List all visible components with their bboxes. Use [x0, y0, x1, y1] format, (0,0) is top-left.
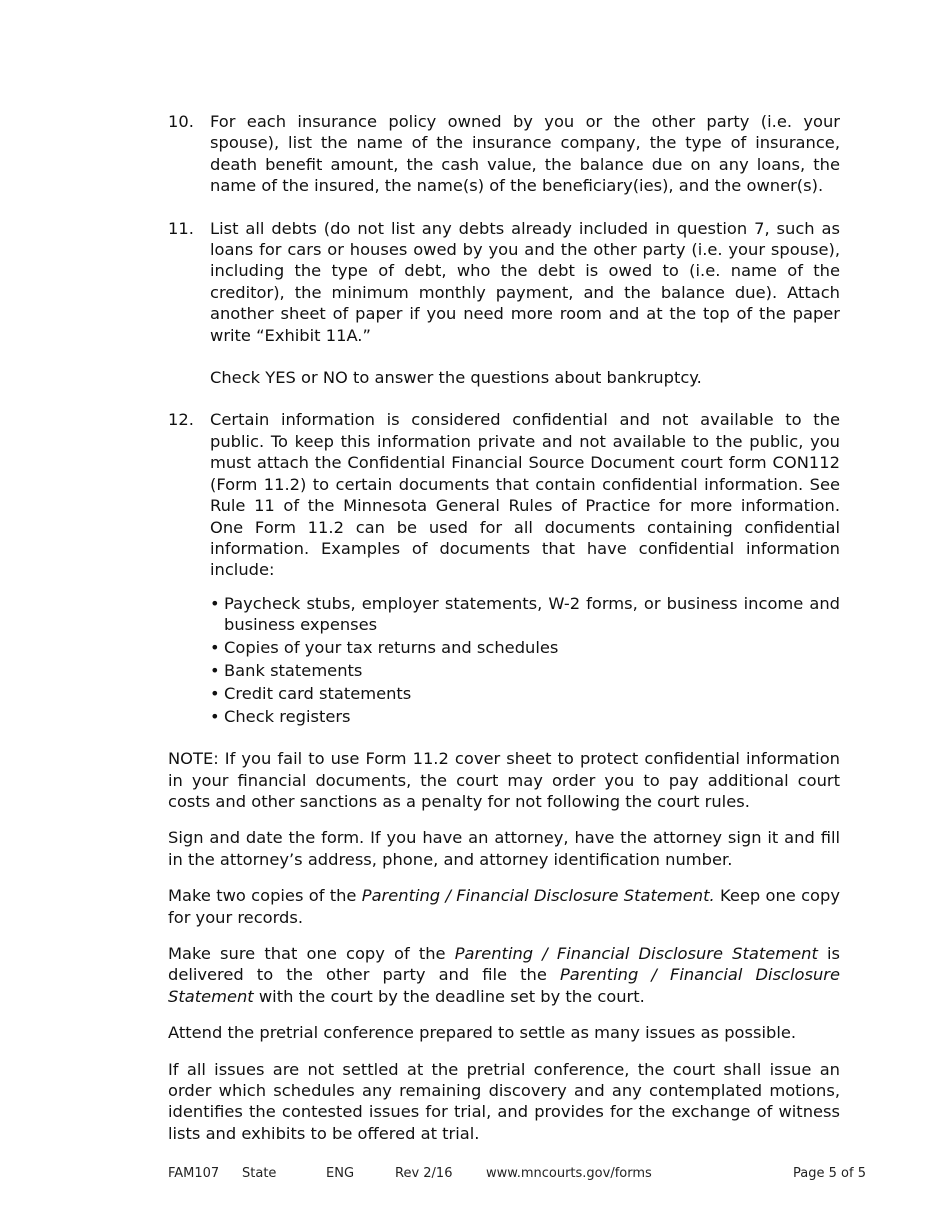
list-item: • Check registers [210, 706, 840, 727]
instruction-item-10 [168, 111, 840, 197]
form-state: State [242, 1166, 277, 1181]
delivery-instruction: Make sure that one copy of the Parenting / Financial Disclosure Statement is delivered to the other party and file the Parenting / Financial Disclosure Statement with the court by the deadline set by the court. [168, 944, 840, 1006]
list-item: • Credit card statements [210, 683, 840, 704]
form-language: ENG [326, 1166, 355, 1181]
page-number: Page 5 of 5 [793, 1166, 866, 1181]
sign-instruction: Sign and date the form. If you have an attorney, have the attorney sign it and fill in the attorney’s address, phone, and attorney identification number. [168, 828, 840, 869]
form-id: FAM107 [168, 1166, 220, 1181]
form-title: Parenting / Financial Disclosure Statement. [361, 886, 715, 906]
list-item: • Bank statements [210, 660, 840, 681]
copies-instruction: Make two copies of the Parenting / Financial Disclosure Statement. Keep one copy for your records. [168, 886, 840, 927]
item-text: Certain information is considered confidential and not available to the public. To keep this information private and not available to the public, you must attach the Confidential Financial Source Document court form CON112 (Form 11.2) to certain documents that contain confidential information. See Rule 11 of the Minnesota General Rules of Practice for more information. One Form 11.2 can be used for all documents containing confidential information. Examples of documents that have confidential information include: [210, 410, 840, 580]
attend-instruction: Attend the pretrial conference prepared to settle as many issues as possible. [168, 1023, 797, 1043]
forms-url: www.mncourts.gov/forms [486, 1166, 652, 1181]
instructions-body [168, 111, 840, 1159]
page-footer [0, 1166, 950, 1186]
item-number: 11. [168, 218, 194, 238]
confidential-documents-list [210, 593, 840, 727]
revision-date: Rev 2/16 [395, 1166, 453, 1181]
item-number: 12. [168, 410, 194, 430]
instruction-item-11 [168, 218, 840, 389]
item-text: List all debts (do not list any debts already included in question 7, such as loans for cars or houses owed by you and the other party (i.e. your spouse), including the type of debt, who the debt is owed to (i.e. name of the creditor), the minimum monthly payment, and the balance due). Attach another sheet of paper if you need more room and at the top of the paper write “Exhibit 11A.” [210, 218, 840, 345]
form-title: Parenting / Financial Disclosure Statement [454, 944, 818, 963]
pretrial-order-instruction: If all issues are not settled at the pretrial conference, the court shall issue an order which schedules any remaining discovery and any contemplated motions, identifies the contested issues for trial, and provides for the exchange of witness lists and exhibits to be offered at trial. [168, 1059, 840, 1143]
confidentiality-note: NOTE: If you fail to use Form 11.2 cover sheet to protect confidential information in your financial documents, the court may order you to pay additional court costs and other sanctions as a penalty for not following the court rules. [168, 749, 840, 811]
form-title: Parenting / Financial Disclosure Statement [168, 965, 840, 1006]
bankruptcy-instruction: Check YES or NO to answer the questions about bankruptcy. [210, 368, 702, 388]
list-item: • Paycheck stubs, employer statements, W-2 forms, or business income and business expenses [210, 593, 840, 636]
item-number: 10. [168, 112, 194, 131]
list-item: • Copies of your tax returns and schedules [210, 637, 840, 658]
item-text: For each insurance policy owned by you or the other party (i.e. your spouse), list the name of the insurance company, the type of insurance, death benefit amount, the cash value, the balance due on any loans, the name of the insured, the name(s) of the beneficiary(ies), and the owner(s). [210, 112, 840, 196]
instruction-item-12 [168, 409, 840, 727]
